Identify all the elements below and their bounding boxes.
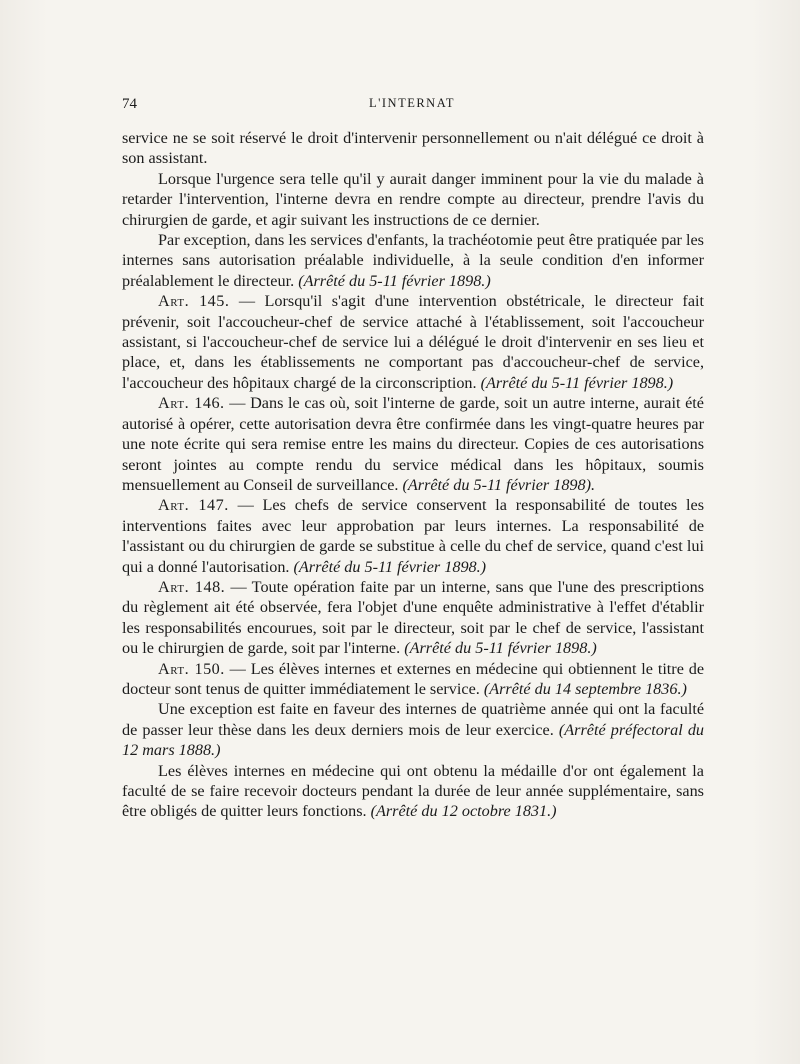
paragraph xyxy=(122,699,704,760)
body-text xyxy=(122,128,704,822)
article-label: Art. 147. xyxy=(158,496,229,515)
decree-reference: (Arrêté du 5-11 février 1898.) xyxy=(298,271,491,290)
paragraph-text: — Lorsqu'il s'agit d'une intervention obstétricale, le directeur fait prévenir, soit l'accoucheur-chef de service attaché à l'établissement, soit l'accoucheur assistant, si l'accoucheur-chef de service lui a délégué le droit d'intervenir en ses lieu et place, et, dans les établissements ne comportant pas d'accoucheur-chef de service, l'accoucheur des hôpitaux chargé de la circonscription. xyxy=(122,292,705,392)
article-label: Art. 146. xyxy=(158,394,225,413)
page-number: 74 xyxy=(122,96,137,112)
paragraph xyxy=(122,230,704,291)
decree-reference: (Arrêté préfectoral du 12 mars 1888.) xyxy=(122,720,705,760)
paragraph-text: Une exception est faite en faveur des internes de quatrième année qui ont la faculté de passer leur thèse dans les deux derniers mois de leur exercice. xyxy=(122,700,704,739)
paragraph-text: Les élèves internes en médecine qui ont obtenu la médaille d'or ont également la faculté de se faire recevoir docteurs pendant la durée de leur année supplémentaire, sans être obligés de quitter leurs fonctions. xyxy=(122,761,704,821)
decree-reference: (Arrêté du 5-11 février 1898.) xyxy=(293,557,487,576)
paragraph-text: service ne se soit réservé le droit d'intervenir personnellement ou n'ait délégué ce droit à son assistant. xyxy=(122,129,704,168)
running-title: L'INTERNAT xyxy=(369,96,455,110)
decree-reference: (Arrêté du 12 octobre 1831.) xyxy=(370,802,557,821)
paragraph xyxy=(122,128,704,169)
article-146 xyxy=(122,393,704,495)
decree-reference: (Arrêté du 5-11 février 1898.) xyxy=(480,373,674,392)
paragraph-text: Par exception, dans les services d'enfants, la trachéotomie peut être pratiquée par les internes sans autorisation préalable individuelle, à la seule condition d'en informer préalablement le directeur. xyxy=(122,231,704,290)
article-label: Art. 145. xyxy=(158,292,230,311)
page-header xyxy=(122,96,702,116)
paragraph-text: — Dans le cas où, soit l'interne de garde, soit un autre interne, aurait été autorisé à opérer, cette autorisation devra être confirmée dans les vingt-quatre heures par une note écrite qui sera remise entre les mains du directeur. Copies de ces autorisations seront jointes au compte rendu du service médical dans les hôpitaux, soumis mensuellement au Conseil de surveillance. xyxy=(122,394,704,494)
paragraph-text: — Toute opération faite par un interne, sans que l'une des prescriptions du règlement ait été observée, fera l'objet d'une enquête administrative à l'effet d'établir les responsabilités encourues, soit par le directeur, soit par le chef de service, l'assistant ou le chirurgien de garde, soit par l'interne. xyxy=(122,577,705,658)
paragraph xyxy=(122,169,704,230)
article-145 xyxy=(122,291,704,393)
decree-reference: (Arrêté du 5-11 février 1898.) xyxy=(404,639,597,658)
article-150 xyxy=(122,659,704,700)
decree-reference: (Arrêté du 14 septembre 1836.) xyxy=(483,679,687,698)
paragraph-text: Lorsque l'urgence sera telle qu'il y aurait danger imminent pour la vie du malade à retarder l'intervention, l'interne devra en rendre compte au directeur, prendre l'avis du chirurgien de garde, et agir suivant les instructions de ce dernier. xyxy=(122,169,704,229)
decree-reference: (Arrêté du 5-11 février 1898). xyxy=(402,475,596,494)
paragraph-text: — Les chefs de service conservent la responsabilité de toutes les interventions faites avec leur approbation par leurs internes. La responsabilité de l'assistant ou du chirurgien de garde se substitue à celle du chef de service, quand c'est lui qui a donné l'autorisation. xyxy=(122,496,704,576)
article-label: Art. 150. xyxy=(158,659,225,678)
article-147 xyxy=(122,495,704,577)
paragraph xyxy=(122,761,704,822)
article-148 xyxy=(122,577,704,659)
article-label: Art. 148. xyxy=(158,577,226,596)
paragraph-text: — Les élèves internes et externes en médecine qui obtiennent le titre de docteur sont tenus de quitter immédiatement le service. xyxy=(122,659,705,698)
